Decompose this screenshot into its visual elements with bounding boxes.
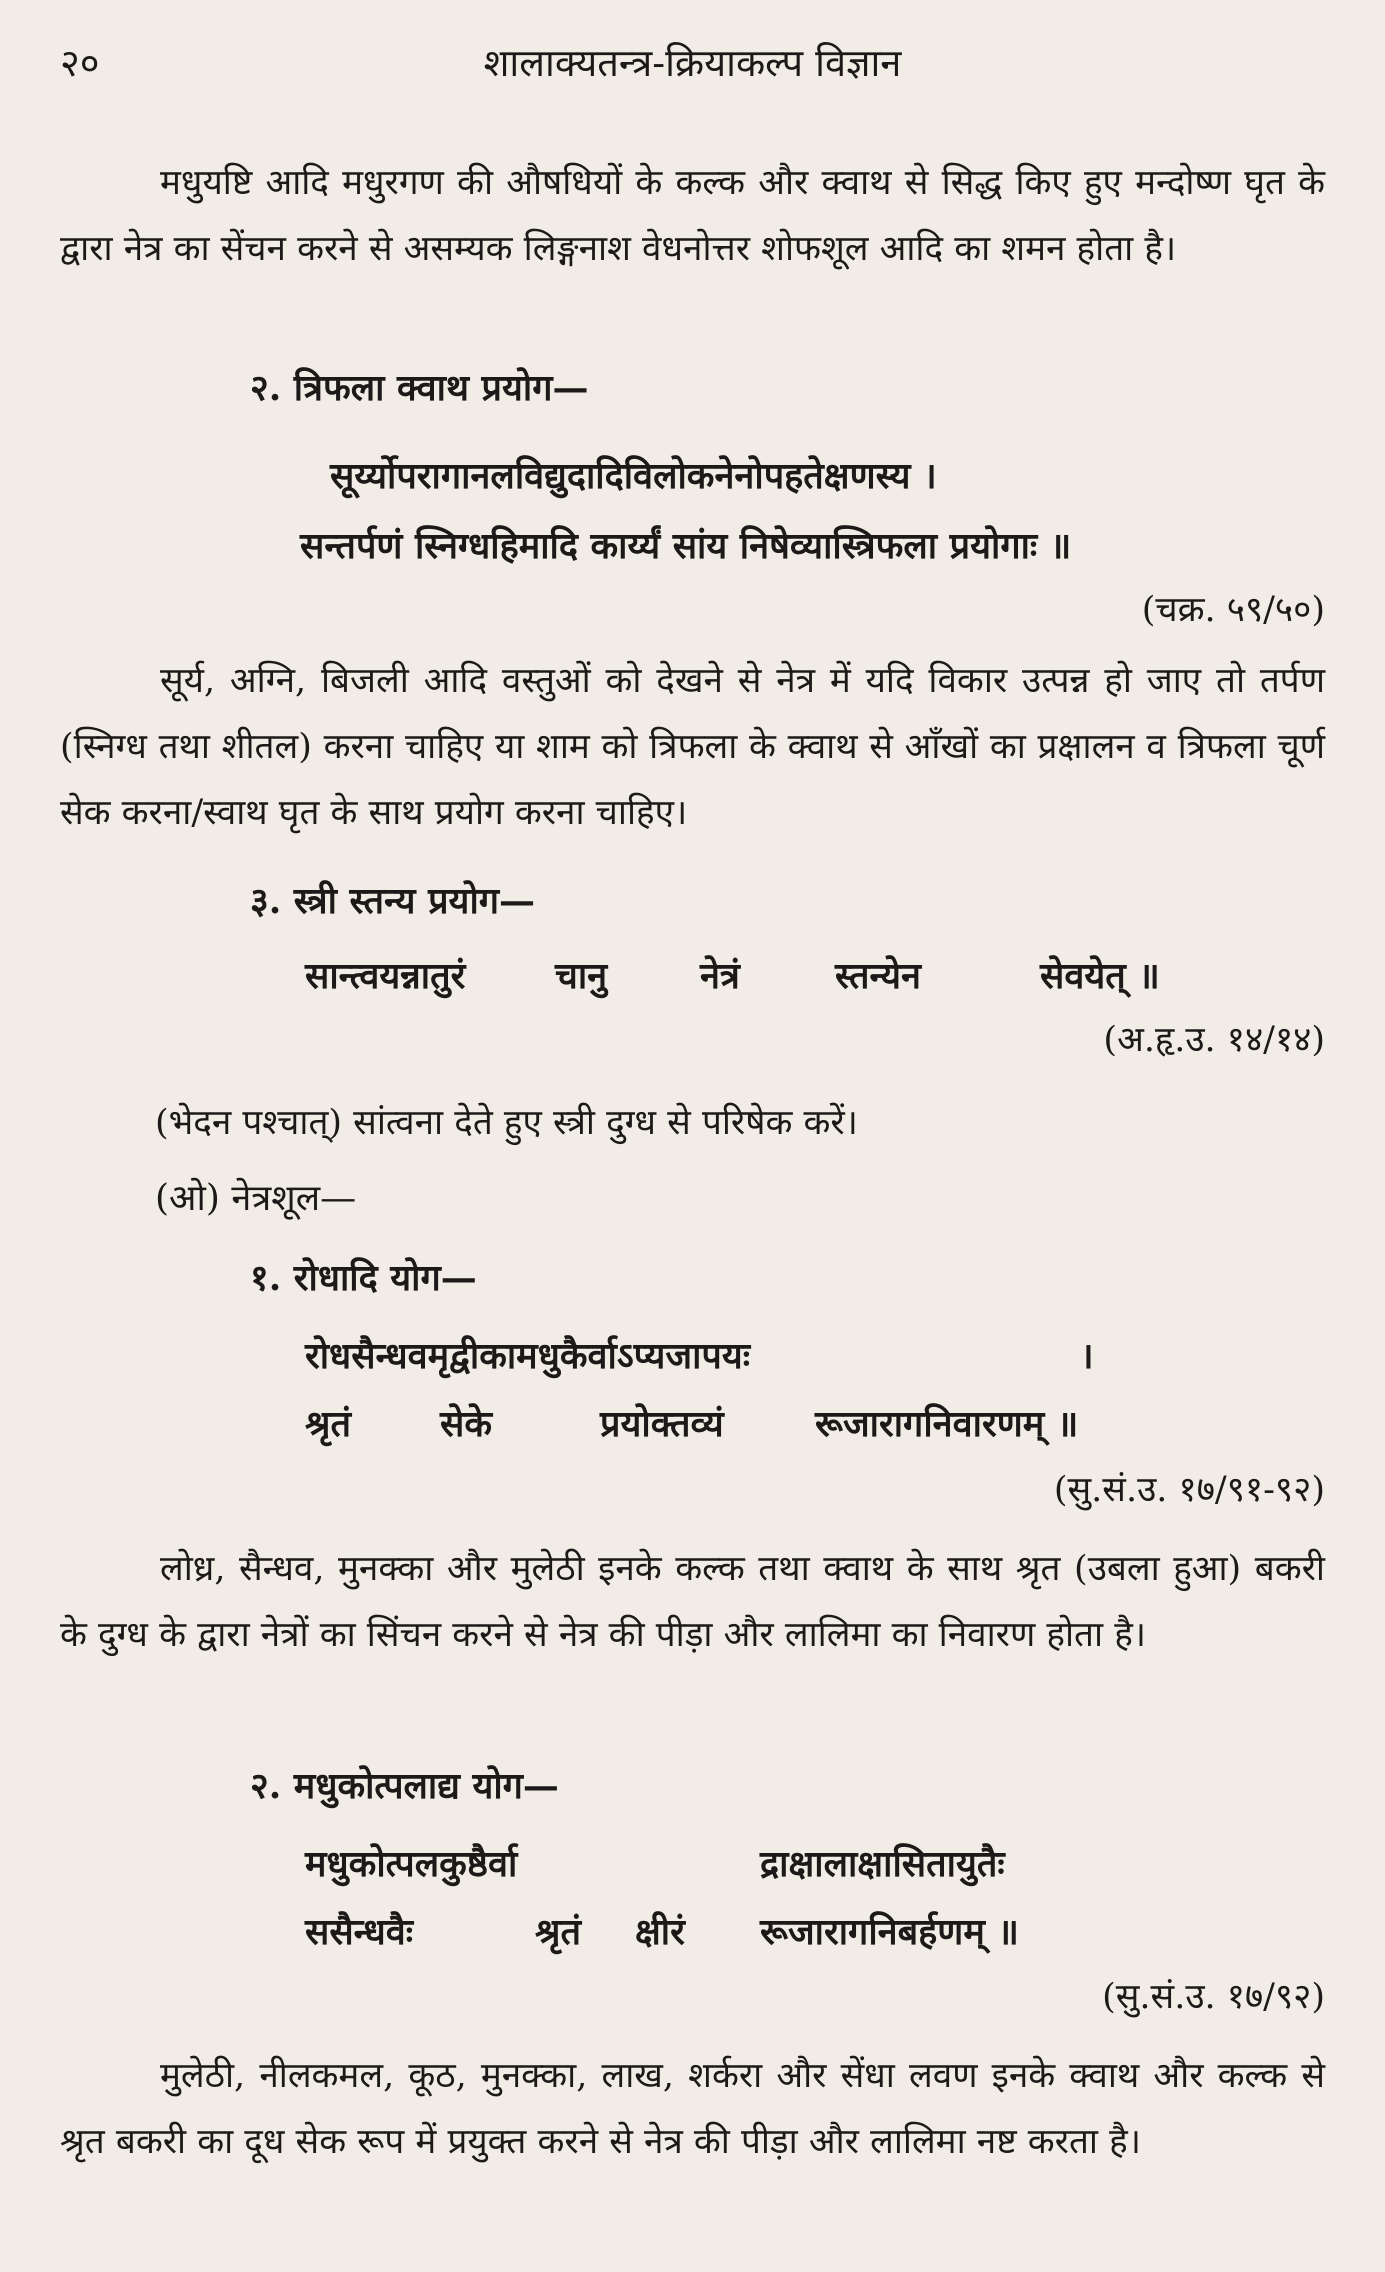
rodhadi-explanation: लोध्र, सैन्धव, मुनक्का और मुलेठी इनके कल्क तथा क्वाथ के साथ श्रृत (उबला हुआ) बकरी के दुग्ध के द्वारा नेत्रों का सिंचन करने से नेत्र की पीड़ा और लालिमा का निवारण होता है। [60, 1549, 1325, 1655]
netrashool-heading: (ओ) नेत्रशूल— [155, 1178, 357, 1219]
rodhadi-verse-line-1: रोधसैन्धवमृद्वीकामधुकैर्वाऽप्यजापयः [305, 1335, 750, 1377]
stri-heading: ३. स्त्री स्तन्य प्रयोग— [250, 880, 536, 922]
stri-verse-word: चानु [555, 955, 608, 997]
stri-explanation-block [155, 1090, 1325, 1156]
stri-heading-block [250, 875, 1325, 924]
page-number: २० [60, 41, 100, 85]
rodhadi-verse-word: रूजारागनिवारणम् ॥ [815, 1403, 1079, 1445]
stri-verse-word: सेवयेत् ॥ [1040, 955, 1160, 997]
running-title: शालाक्यतन्त्र-क्रियाकल्प विज्ञान [483, 41, 902, 85]
triphala-verse-line-1: सूर्य्योपरागानलविद्युदादिविलोकनेनोपहतेक्षणस्य । [330, 455, 937, 497]
page-header [60, 36, 1325, 96]
triphala-explanation: सूर्य, अग्नि, बिजली आदि वस्तुओं को देखने से नेत्र में यदि विकार उत्पन्न हो जाए तो तर्पण (स्निग्ध तथा शीतल) करना चाहिए या शाम को त्रिफला के क्वाथ से आँखों का प्रक्षालन व त्रिफला चूर्ण सेक करना/स्वाथ घृत के साथ प्रयोग करना चाहिए। [60, 661, 1325, 833]
madhukotpaladya-explanation-block [60, 2043, 1325, 2175]
triphala-heading: २. त्रिफला क्वाथ प्रयोग— [250, 367, 589, 409]
stri-verse-word: नेत्रं [700, 955, 740, 997]
madhukotpaladya-heading-block [250, 1760, 1325, 1809]
rodhadi-verse-word: श्रृतं [305, 1403, 352, 1445]
triphala-reference: (चक्र. ५९/५०) [1141, 590, 1325, 630]
rodhadi-heading: १. रोधादि योग— [250, 1257, 477, 1299]
rodhadi-danda: । [1080, 1335, 1094, 1377]
madhukotpaladya-explanation: मुलेठी, नीलकमल, कूठ, मुनक्का, लाख, शर्करा और सेंधा लवण इनके क्वाथ और कल्क से श्रृत बकरी का दूध सेक रूप में प्रयुक्त करने से नेत्र की पीड़ा और लालिमा नष्ट करता है। [60, 2056, 1325, 2162]
rodhadi-verse-word: सेके [440, 1403, 492, 1445]
triphala-explanation-block [60, 648, 1325, 846]
madhukotpaladya-verse-word: द्राक्षालाक्षासितायुतैः [760, 1843, 1005, 1885]
stri-verse-word: स्तन्येन [835, 955, 922, 997]
madhukotpaladya-verse-word: मधुकोत्पलकुष्ठैर्वा [305, 1843, 518, 1885]
stri-verse-word: सान्त्वयन्नातुरं [305, 955, 466, 997]
stri-explanation: (भेदन पश्चात्) सांत्वना देते हुए स्त्री दुग्ध से परिषेक करें। [155, 1103, 858, 1143]
rodhadi-reference: (सु.सं.उ. १७/९१-९२) [1053, 1470, 1325, 1510]
triphala-verse-line-2: सन्तर्पणं स्निग्धहिमादि कार्य्यं सांय निषेव्यास्त्रिफला प्रयोगाः ॥ [300, 525, 1072, 567]
stri-reference: (अ.हृ.उ. १४/१४) [1103, 1020, 1325, 1060]
triphala-heading-block [250, 362, 1325, 411]
madhukotpaladya-reference: (सु.सं.उ. १७/९२) [1102, 1977, 1325, 2017]
intro-paragraph: मधुयष्टि आदि मधुरगण की औषधियों के कल्क और क्वाथ से सिद्ध किए हुए मन्दोष्ण घृत के द्वारा नेत्र का सेंचन करने से असम्यक लिङ्गनाश वेधनोत्तर शोफशूल आदि का शमन होता है। [60, 163, 1325, 269]
rodhadi-heading-block [250, 1252, 1325, 1301]
madhukotpaladya-heading: २. मधुकोत्पलाद्य योग— [250, 1765, 559, 1807]
madhukotpaladya-verse-word: ससैन्धवैः [305, 1911, 414, 1953]
madhukotpaladya-verse-word: रूजारागनिबर्हणम् ॥ [760, 1911, 1019, 1953]
rodhadi-explanation-block [60, 1536, 1325, 1668]
rodhadi-verse-word: प्रयोक्तव्यं [600, 1403, 724, 1445]
netrashool-heading-block [155, 1172, 1325, 1221]
madhukotpaladya-verse-word: क्षीरं [635, 1911, 685, 1953]
intro-paragraph-block [60, 150, 1325, 282]
madhukotpaladya-verse-word: श्रृतं [535, 1911, 582, 1953]
